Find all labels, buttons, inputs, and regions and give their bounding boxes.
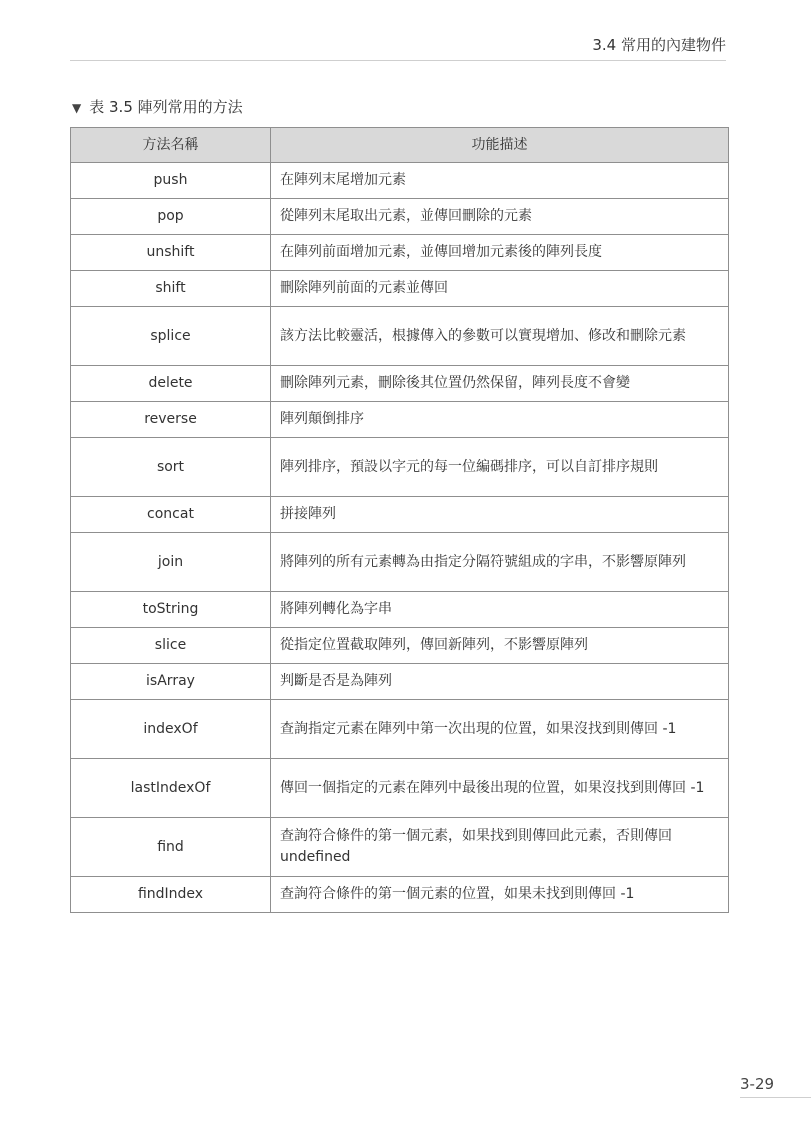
method-description: 查詢指定元素在陣列中第一次出現的位置，如果沒找到則傳回 -1 — [271, 700, 729, 759]
method-description: 查詢符合條件的第一個元素的位置，如果未找到則傳回 -1 — [271, 877, 729, 913]
method-name: shift — [71, 271, 271, 307]
method-description: 刪除陣列前面的元素並傳回 — [271, 271, 729, 307]
method-description: 將陣列轉化為字串 — [271, 592, 729, 628]
method-name: find — [71, 818, 271, 877]
method-name: unshift — [71, 235, 271, 271]
table-row — [71, 366, 729, 402]
method-name: indexOf — [71, 700, 271, 759]
table-row — [71, 235, 729, 271]
table-row — [71, 163, 729, 199]
table-row — [71, 759, 729, 818]
method-description: 查詢符合條件的第一個元素，如果找到則傳回此元素，否則傳回 undefined — [271, 818, 729, 877]
method-description: 陣列顛倒排序 — [271, 402, 729, 438]
table-row — [71, 818, 729, 877]
method-description: 傳回一個指定的元素在陣列中最後出現的位置，如果沒找到則傳回 -1 — [271, 759, 729, 818]
method-name: lastIndexOf — [71, 759, 271, 818]
column-header-description: 功能描述 — [271, 128, 729, 163]
table-row — [71, 438, 729, 497]
table-row — [71, 199, 729, 235]
page-number: 3-29 — [740, 1075, 775, 1093]
table-row — [71, 307, 729, 366]
table-caption — [72, 96, 243, 117]
method-name: splice — [71, 307, 271, 366]
section-title: 3.4 常用的內建物件 — [592, 36, 726, 54]
method-name: push — [71, 163, 271, 199]
method-name: toString — [71, 592, 271, 628]
table-header-row — [71, 128, 729, 163]
method-description: 刪除陣列元素，刪除後其位置仍然保留，陣列長度不會變 — [271, 366, 729, 402]
method-description: 拼接陣列 — [271, 497, 729, 533]
table-row — [71, 402, 729, 438]
table-row — [71, 664, 729, 700]
method-name: concat — [71, 497, 271, 533]
triangle-marker-icon: ▼ — [72, 101, 82, 115]
method-name: findIndex — [71, 877, 271, 913]
method-description: 在陣列末尾增加元素 — [271, 163, 729, 199]
method-name: pop — [71, 199, 271, 235]
table-row — [71, 533, 729, 592]
method-name: sort — [71, 438, 271, 497]
caption-text: 表 3.5 陣列常用的方法 — [89, 98, 243, 116]
method-description: 該方法比較靈活，根據傳入的參數可以實現增加、修改和刪除元素 — [271, 307, 729, 366]
table-row — [71, 628, 729, 664]
method-name: delete — [71, 366, 271, 402]
method-name: join — [71, 533, 271, 592]
footer-divider — [740, 1097, 811, 1098]
table-row — [71, 271, 729, 307]
column-header-method-name: 方法名稱 — [71, 128, 271, 163]
method-description: 從陣列末尾取出元素，並傳回刪除的元素 — [271, 199, 729, 235]
method-description: 判斷是否是為陣列 — [271, 664, 729, 700]
running-header — [70, 30, 726, 61]
method-name: slice — [71, 628, 271, 664]
method-description: 從指定位置截取陣列，傳回新陣列，不影響原陣列 — [271, 628, 729, 664]
method-description: 陣列排序，預設以字元的每一位編碼排序，可以自訂排序規則 — [271, 438, 729, 497]
table-row — [71, 877, 729, 913]
method-description: 將陣列的所有元素轉為由指定分隔符號組成的字串，不影響原陣列 — [271, 533, 729, 592]
table-row — [71, 497, 729, 533]
table-row — [71, 592, 729, 628]
method-name: isArray — [71, 664, 271, 700]
array-methods-table — [70, 127, 729, 913]
method-name: reverse — [71, 402, 271, 438]
table-row — [71, 700, 729, 759]
method-description: 在陣列前面增加元素，並傳回增加元素後的陣列長度 — [271, 235, 729, 271]
